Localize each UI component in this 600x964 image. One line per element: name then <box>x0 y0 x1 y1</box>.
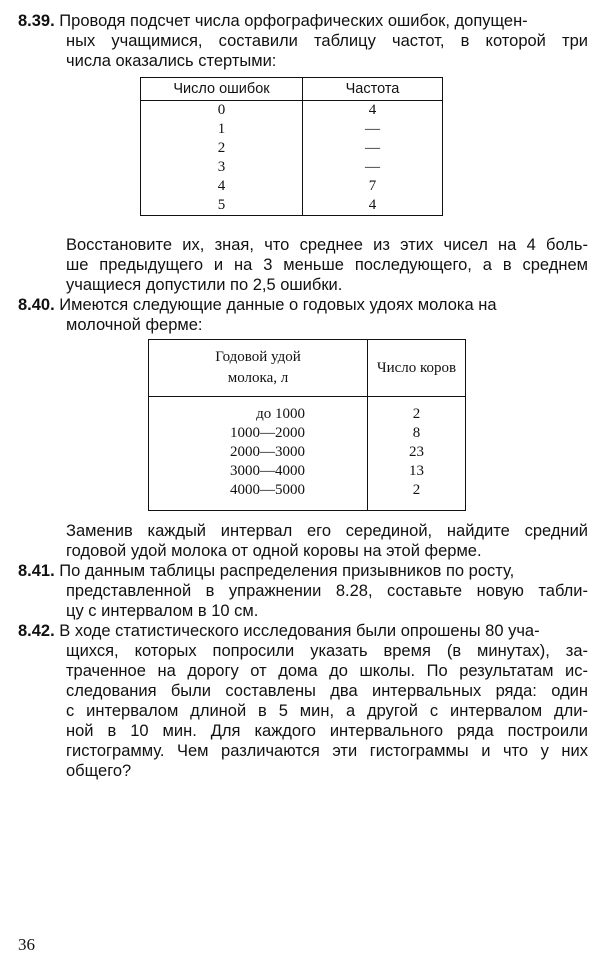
problem-text-line: общего? <box>66 762 132 780</box>
problem-number: 8.39. <box>18 12 55 30</box>
problem-text-line: следования были составлены два интервальных ряда: один <box>66 682 588 700</box>
table-row <box>149 462 466 481</box>
problem-text-line: Заменив каждый интервал его серединой, найдите средний <box>66 522 588 540</box>
table-row <box>141 101 443 121</box>
table-row <box>149 481 466 511</box>
problem-number: 8.42. <box>18 622 55 640</box>
table-cell: 8 <box>412 425 421 441</box>
table-header: Число коров <box>368 340 466 397</box>
errors-frequency-table <box>140 77 443 216</box>
table-header-line: молока, л <box>227 370 289 386</box>
table-row <box>141 177 443 196</box>
problem-text-line: учащиеся допустили по 2,5 ошибки. <box>66 276 343 294</box>
table-cell: 4 <box>368 102 377 118</box>
table-header-line: Годовой удой <box>215 349 301 365</box>
table-header <box>149 340 368 397</box>
problem-text-line: числа оказались стертыми: <box>66 52 277 70</box>
problem-number: 8.40. <box>18 296 55 314</box>
table-cell: 2 <box>412 406 421 422</box>
page-number: 36 <box>18 935 35 954</box>
problem-text-line: ной в 10 мин. Для каждого интервального ряда построили <box>66 722 588 740</box>
table-row <box>149 397 466 425</box>
table-row <box>141 139 443 158</box>
table-cell: 4000—5000 <box>149 481 368 511</box>
milk-yield-table <box>148 339 466 511</box>
table-cell: 5 <box>141 196 303 216</box>
table-cell: 1000—2000 <box>149 424 368 443</box>
problem-text-line: годовой удой молока от одной коровы на этой ферме. <box>66 542 482 560</box>
table-cell: 3000—4000 <box>149 462 368 481</box>
problem-text-line: с интервалом длиной в 5 мин, а другой с интервалом дли- <box>66 702 588 720</box>
table-cell: 4 <box>141 177 303 196</box>
table-cell: до 1000 <box>149 397 368 425</box>
problem-text-line: ных учащимися, составили таблицу частот, в которой три <box>66 32 588 50</box>
problem-text-line: гистограмму. Чем различаются эти гистограммы и что у них <box>66 742 588 760</box>
table-header: Число ошибок <box>141 78 303 101</box>
table-row <box>141 120 443 139</box>
problem-text-line: По данным таблицы распределения призывников по росту, <box>59 562 515 580</box>
table-row <box>149 443 466 462</box>
problem-text-line: Проводя подсчет числа орфографических ошибок, допущен- <box>59 12 528 30</box>
table-cell: — <box>365 159 380 175</box>
problem-text-line: представленной в упражнении 8.28, составьте новую табли- <box>66 582 588 600</box>
table-cell: 2000—3000 <box>149 443 368 462</box>
table-row <box>141 158 443 177</box>
table-cell: 13 <box>409 463 424 479</box>
table-cell: 23 <box>409 444 424 460</box>
problem-text-line: Восстановите их, зная, что среднее из этих чисел на 4 боль- <box>66 236 588 254</box>
problem-text-line: молочной ферме: <box>66 316 203 334</box>
problem-text-line: щихся, которых попросили указать время (в минутах), за- <box>66 642 588 660</box>
problem-number: 8.41. <box>18 562 55 580</box>
table-row <box>149 424 466 443</box>
table-cell: 1 <box>141 120 303 139</box>
table-cell: 4 <box>368 197 377 213</box>
table-cell: — <box>365 140 380 156</box>
table-header: Частота <box>303 78 443 101</box>
table-row <box>141 196 443 216</box>
table-cell: 2 <box>412 482 421 498</box>
problem-text-line: траченное на дорогу от дома до школы. По результатам ис- <box>66 662 588 680</box>
problem-text-line: В ходе статистического исследования были опрошены 80 уча- <box>59 622 540 640</box>
table-cell: 7 <box>368 178 377 194</box>
problem-text-line: цу с интервалом в 10 см. <box>66 602 259 620</box>
table-cell: 0 <box>141 101 303 121</box>
table-cell: 3 <box>141 158 303 177</box>
problem-text-line: Имеются следующие данные о годовых удоях молока на <box>59 296 497 314</box>
table-cell: 2 <box>141 139 303 158</box>
problem-text-line: ше предыдущего и на 3 меньше последующего, а в среднем <box>66 256 588 274</box>
table-cell: — <box>365 121 380 137</box>
